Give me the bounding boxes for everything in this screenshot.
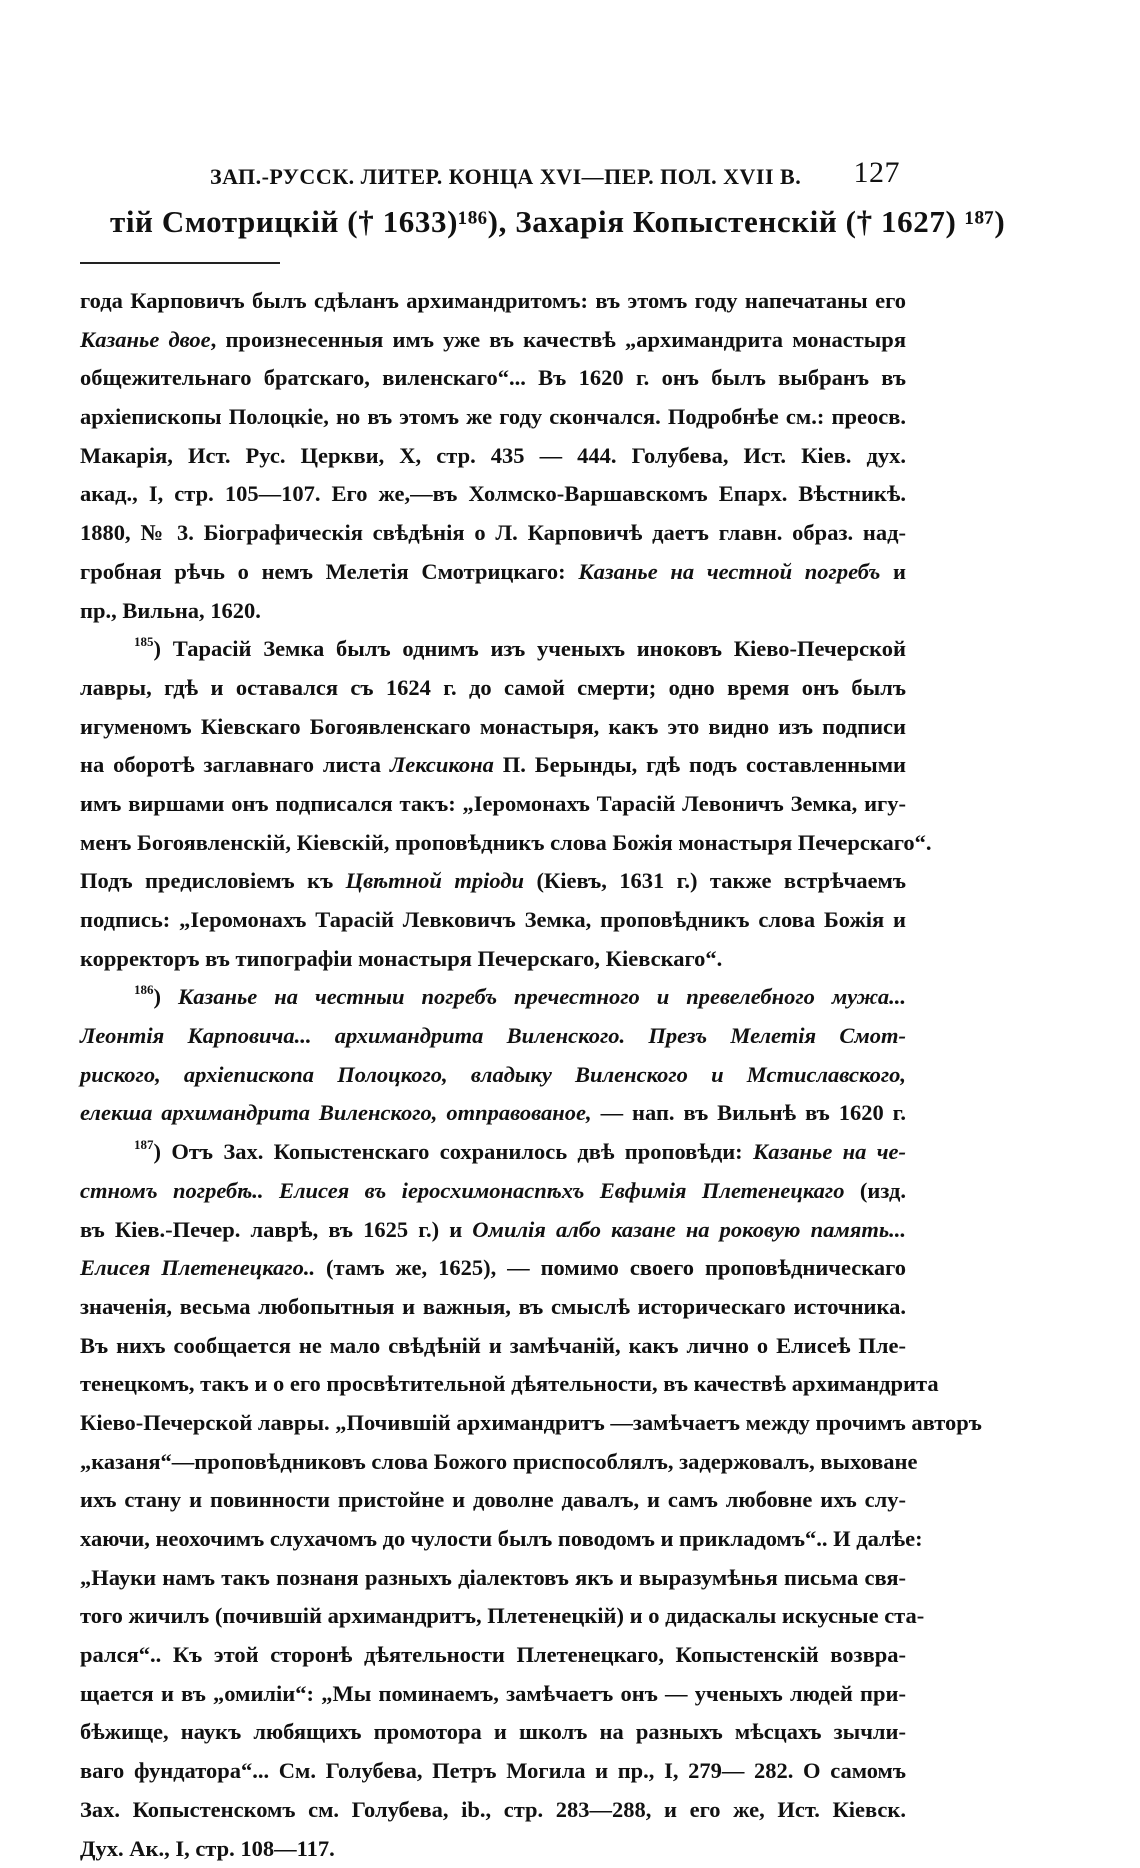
footnote-text: общежительнаго братскаго, виленскаго“... Въ 1620 г. онъ былъ выбранъ въ	[80, 365, 906, 390]
footnote-text: и	[880, 559, 906, 584]
footnote-line	[80, 708, 906, 747]
italic-title-text: Казанье на честныи погребъ пречестного и превелебного мужа...	[178, 984, 906, 1009]
footnote-line	[80, 321, 906, 360]
footnote-line	[80, 1481, 906, 1520]
footnote-line	[80, 862, 906, 901]
footnote-separator	[80, 262, 280, 264]
italic-title-text: стномъ погребѣ.. Елисея въ іеросхимонаспѣхъ Евфимія Плетенецкаго	[80, 1178, 845, 1203]
footnote-text: значенія, весьма любопытныя и важныя, въ смыслѣ историческаго источника.	[80, 1294, 906, 1319]
footnote-text: (изд.	[845, 1178, 907, 1203]
footnote-text: имъ виршами онъ подписался такъ: „Іеромонахъ Тарасій Левоничъ Земка, игу-	[80, 791, 906, 816]
footnote-line	[80, 1288, 906, 1327]
footnote-line	[80, 1365, 906, 1404]
italic-title-text: Цвѣтной тріоди	[346, 868, 524, 893]
page-header	[210, 156, 900, 196]
footnote-line	[80, 359, 906, 398]
footnote-text: тенецкомъ, такъ и о его просвѣтительной дѣятельности, въ качествѣ архимандрита	[80, 1371, 939, 1396]
footnote-line	[80, 940, 906, 979]
footnote-text: П. Берынды, гдѣ подъ составленными	[494, 752, 906, 777]
footnote-line	[80, 398, 906, 437]
footnote-line	[80, 1017, 906, 1056]
footnote-text: 1880, № 3. Біографическія свѣдѣнія о Л. Карповичѣ даетъ главн. образ. над-	[80, 520, 906, 545]
footnote-line	[80, 1791, 906, 1830]
footnote-line	[80, 1830, 906, 1868]
italic-title-text: Елисея Плетенецкаго..	[80, 1255, 315, 1280]
footnote-text: акад., I, стр. 105—107. Его же,—въ Холмско-Варшавскомъ Епарх. Вѣстникѣ.	[80, 481, 906, 506]
italic-title-text: риского, архіепископа Полоцкого, владыку Виленского и Мстиславского,	[80, 1062, 906, 1087]
footnote-text: корректоръ въ типографіи монастыря Печерскаго, Кіевскаго“.	[80, 946, 722, 971]
footnote-line	[80, 1520, 906, 1559]
footnote-line	[80, 514, 906, 553]
footnote-text: Дух. Ак., I, стр. 108—117.	[80, 1836, 335, 1861]
footnote-text: — нап. въ Вильнѣ въ 1620 г.	[592, 1100, 906, 1125]
footnote-line	[80, 1327, 906, 1366]
footnote-line	[80, 1713, 906, 1752]
footnote-text: на оборотѣ заглавнаго листа	[80, 752, 390, 777]
footnote-line	[80, 475, 906, 514]
footnote-line	[80, 1443, 906, 1482]
footnote-text: архіепископы Полоцкіе, но въ этомъ же году скончался. Подробнѣе см.: преосв.	[80, 404, 906, 429]
footnote-text: (Кіевъ, 1631 г.) также встрѣчаемъ	[524, 868, 906, 893]
footnote-line	[80, 437, 906, 476]
italic-title-text: елекша архимандрита Виленского, отправованое,	[80, 1100, 592, 1125]
footnote-text: ) Тарасій Земка былъ однимъ изъ ученыхъ иноковъ Кіево-Печерской	[154, 636, 907, 661]
footnote-text: щается и въ „омиліи“: „Мы поминаемъ, замѣчаетъ онъ — ученыхъ людей при-	[80, 1681, 906, 1706]
footnote-text: въ Кіев.-Печер. лаврѣ, въ 1625 г.) и	[80, 1217, 472, 1242]
footnote-line	[80, 901, 906, 940]
footnote-line	[80, 824, 906, 863]
footnote-line	[80, 592, 906, 631]
footnote-text: года Карповичъ былъ сдѣланъ архимандритомъ: въ этомъ году напечатаны его	[80, 288, 906, 313]
footnote-text: подпись: „Іеромонахъ Тарасій Левковичъ Земка, проповѣдникъ слова Божія и	[80, 907, 906, 932]
footnote-number: 185	[134, 634, 154, 649]
footnote-text: гробная рѣчь о немъ Мелетія Смотрицкаго:	[80, 559, 578, 584]
footnote-line	[80, 1675, 906, 1714]
italic-title-text: Омилія албо казане на роковую память...	[472, 1217, 906, 1242]
footnote-text: рался“.. Къ этой сторонѣ дѣятельности Плетенецкаго, Копыстенскій возвра-	[80, 1642, 906, 1667]
footnote-line	[80, 1249, 906, 1288]
footnote-text: „Науки намъ такъ познаня разныхъ діалектовъ якъ и выразумѣнья письма свя-	[80, 1565, 906, 1590]
footnote-text: ихъ стану и повинности пристойне и доволне давалъ, и самъ любовне ихъ слу-	[80, 1487, 906, 1512]
footnote-text: „казаня“—проповѣдниковъ слова Божого приспособлялъ, задержовалъ, выховане	[80, 1449, 917, 1474]
footnote-text: Кіево-Печерской лавры. „Почившій архимандритъ —замѣчаетъ между прочимъ авторъ	[80, 1410, 982, 1435]
footnote-line	[80, 978, 906, 1017]
footnote-line	[80, 1094, 906, 1133]
footnote-line	[80, 1597, 906, 1636]
footnote-line	[80, 1559, 906, 1598]
italic-title-text: Лексикона	[390, 752, 494, 777]
footnote-text: игуменомъ Кіевскаго Богоявленскаго монастыря, какъ это видно изъ подписи	[80, 714, 906, 739]
footnote-text: лавры, гдѣ и оставался съ 1624 г. до самой смерти; одно время онъ былъ	[80, 675, 906, 700]
footnote-number: 186	[134, 982, 154, 997]
footnote-text: Зах. Копыстенскомъ см. Голубева, ib., стр. 283—288, и его же, Ист. Кіевск.	[80, 1797, 906, 1822]
footnote-text: пр., Вильна, 1620.	[80, 598, 261, 623]
footnote-line	[80, 1211, 906, 1250]
footnote-text: (тамъ же, 1625), — помимо своего проповѣдническаго	[315, 1255, 906, 1280]
footnote-text: менъ Богоявленскій, Кіевскій, проповѣдникъ слова Божія монастыря Печерскаго“.	[80, 830, 932, 855]
footnote-line	[80, 1056, 906, 1095]
footnote-text: Въ нихъ сообщается не мало свѣдѣній и замѣчаній, какъ лично о Елисеѣ Пле-	[80, 1333, 906, 1358]
footnote-line	[80, 553, 906, 592]
footnote-text: ваго фундатора“... См. Голубева, Петръ Могила и пр., I, 279— 282. О самомъ	[80, 1758, 906, 1783]
footnote-line	[80, 746, 906, 785]
footnote-line	[80, 1636, 906, 1675]
italic-title-text: Казанье двое	[80, 327, 211, 352]
footnote-line	[80, 785, 906, 824]
footnote-line	[80, 1404, 906, 1443]
italic-title-text: Леонтія Карповича... архимандрита Виленского. Презъ Мелетія Смот-	[80, 1023, 906, 1048]
footnotes-block	[80, 282, 906, 1868]
main-text-line: тій Смотрицкій († 1633)¹⁸⁶), Захарія Копыстенскій († 1627) ¹⁸⁷)	[110, 204, 910, 240]
footnote-text: )	[154, 984, 178, 1009]
footnote-line	[80, 630, 906, 669]
footnote-number: 187	[134, 1137, 154, 1152]
footnote-text: того жичилъ (почившій архимандритъ, Плетенецкій) и о дидаскалы искусные ста-	[80, 1603, 924, 1628]
footnote-text: бѣжище, наукъ любящихъ промотора и школъ на разныхъ мѣсцахъ зычли-	[80, 1719, 906, 1744]
page-number: 127	[854, 156, 901, 190]
footnote-line	[80, 1133, 906, 1172]
footnote-text: , произнесенныя имъ уже въ качествѣ „архимандрита монастыря	[211, 327, 906, 352]
footnote-line	[80, 669, 906, 708]
footnote-line	[80, 1172, 906, 1211]
footnote-text: Макарія, Ист. Рус. Церкви, X, стр. 435 — 444. Голубева, Ист. Кіев. дух.	[80, 443, 906, 468]
italic-title-text: Казанье на че-	[753, 1139, 906, 1164]
footnote-text: ) Отъ Зах. Копыстенскаго сохранилось двѣ проповѣди:	[154, 1139, 754, 1164]
footnote-text: хаючи, неохочимъ слухачомъ до чулости былъ поводомъ и прикладомъ“.. И далѣе:	[80, 1526, 923, 1551]
footnote-line	[80, 282, 906, 321]
footnote-text: Подъ предисловіемъ къ	[80, 868, 346, 893]
running-title: ЗАП.-РУССК. ЛИТЕР. КОНЦА XVI—ПЕР. ПОЛ. XVII В.	[210, 164, 801, 190]
italic-title-text: Казанье на честной погребъ	[578, 559, 880, 584]
footnote-line	[80, 1752, 906, 1791]
